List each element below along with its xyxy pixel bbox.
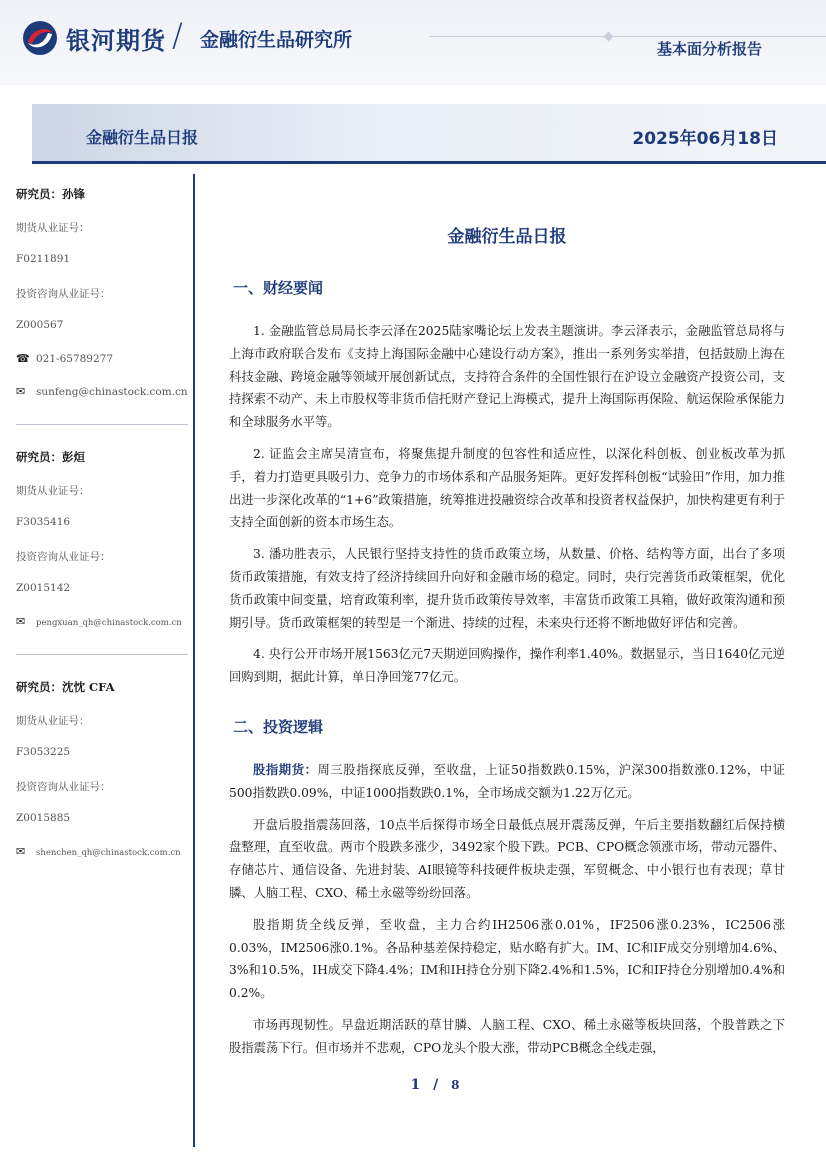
analyst-info-text: F0211891 — [16, 253, 71, 265]
analyst-info-text: 投资咨询从业证号： — [16, 288, 111, 300]
band-title: 金融衍生品日报 — [86, 128, 199, 147]
paragraph-text: 市场再现韧性。早盘近期活跃的草甘膦、人脑工程、CXO、稀土永磁等板块回落，个股普跌之下股指震荡下行。但市场并不悲观，CPO龙头个股大涨，带动PCB概念全线走强， — [229, 1017, 785, 1055]
page-current: 1 — [410, 1077, 421, 1093]
paragraph-text: 1. 金融监管总局局长李云泽在2025陆家嘴论坛上发表主题演讲。李云泽表示，金融监管总局将与上海市政府联合发布《支持上海国际金融中心建设行动方案》，推出一系列务实举措，包括鼓励上海在科技金融、跨境金融等领域开展创新试点，支持符合条件的全国性银行在沪设立金融资产投资公司，支持探索不动产、未上市股权等非货币信托财产登记上海模式，提升上海国际再保险、航运保险承保能力和全球服务水平等。 — [229, 324, 785, 430]
body-paragraph — [229, 543, 785, 634]
page-header — [0, 0, 826, 85]
analyst-info-line — [16, 549, 188, 582]
analyst-info-text: F3035416 — [16, 516, 71, 528]
analyst-info-line — [16, 615, 188, 648]
galaxy-logo-icon — [22, 20, 58, 56]
body-paragraph — [229, 914, 785, 1005]
report-date: 2025年06月18日 — [632, 129, 778, 149]
body-paragraph — [229, 814, 785, 905]
title-band-underline — [32, 161, 826, 164]
body-paragraph — [229, 643, 785, 689]
paragraph-text: 4. 央行公开市场开展1563亿元7天期逆回购操作，操作利率1.40%。数据显示，当日1640亿元逆回购到期，据此计算，单日净回笼77亿元。 — [229, 647, 785, 685]
body-paragraph — [229, 320, 785, 434]
paragraph-lead: 股指期货： — [253, 761, 318, 777]
analyst-info-text: 期货从业证号： — [16, 715, 90, 727]
analyst-info-line — [16, 845, 188, 878]
column-divider — [193, 174, 195, 1147]
analyst-card — [16, 186, 188, 425]
document-title: 金融衍生品日报 — [447, 227, 567, 247]
analyst-info-line — [16, 582, 188, 615]
page-total: 8 — [451, 1078, 460, 1092]
analyst-info-text: 期货从业证号： — [16, 222, 90, 234]
analyst-card — [16, 679, 188, 878]
report-type: 基本面分析报告 — [656, 40, 762, 58]
section-heading: 二、投资逻辑 — [233, 717, 324, 736]
analyst-info-line — [16, 319, 188, 352]
sidebar-divider — [16, 654, 188, 655]
body-paragraph — [229, 1014, 785, 1060]
paragraph-text: 2. 证监会主席吴清宣布，将聚焦提升制度的包容性和适应性，以深化科创板、创业板改革为抓手，着力打造更具吸引力、竞争力的市场体系和产品服务矩阵。更好发挥科创板“试验田”作用，加力推出进一步深化改革的“1+6”政策措施，统筹推进投融资综合改革和投资者权益保护，加快构建更有利于支持全面创新的资本市场生态。 — [229, 446, 785, 530]
analyst-info-line — [16, 385, 188, 418]
analyst-name: 研究员：沈忱 CFA — [16, 680, 115, 694]
analyst-info-line — [16, 286, 188, 319]
paragraph-text: 周三股指探底反弹，至收盘，上证50指数跌0.15%，沪深300指数涨0.12%，中证500指数跌0.09%，中证1000指数跌0.1%，全市场成交额为1.22万亿元。 — [229, 762, 785, 800]
analyst-info-line — [16, 812, 188, 845]
sidebar-divider — [16, 424, 188, 425]
analyst-info-text: 投资咨询从业证号： — [16, 781, 111, 793]
section-heading: 一、财经要闻 — [233, 279, 324, 297]
analyst-info-line — [16, 746, 188, 779]
analyst-sidebar — [16, 186, 188, 878]
analyst-info-line — [16, 483, 188, 516]
analyst-email[interactable]: sunfeng@chinastock.com.cn — [36, 386, 188, 398]
report-body — [229, 222, 785, 1069]
paragraph-text: 开盘后股指震荡回落，10点半后探得市场全日最低点展开震荡反弹，午后主要指数翻红后保持横盘整理，直至收盘。两市个股跌多涨少，3492家个股下跌。PCB、CPO概念领涨市场，带动元器件、存储芯片、通信设备、先进封装、AI眼镜等科技硬件板块走强，军贸概念、中小银行也有表现；草甘膦、人脑工程、CXO、稀土永磁等纷纷回落。 — [229, 817, 785, 900]
analyst-email[interactable]: pengxuan_qh@chinastock.com.cn — [36, 618, 182, 628]
paragraph-text: 3. 潘功胜表示，人民银行坚持支持性的货币政策立场，从数量、价格、结构等方面，出台了多项货币政策措施，有效支持了经济持续回升向好和金融市场的稳定。同时，央行完善货币政策框架，优化货币政策中间变量，培育政策利率，提升货币政策传导效率，丰富货币政策工具箱，做好政策沟通和预期引导。货币政策框架的转型是一个渐进、持续的过程，未来央行还将不断地做好评估和完善。 — [229, 547, 785, 630]
mail-icon: ✉ — [16, 615, 26, 628]
report-sections — [229, 277, 785, 1060]
header-divider: / — [172, 16, 183, 54]
page-separator: / — [433, 1077, 439, 1093]
mail-icon: ✉ — [16, 385, 26, 398]
analyst-info-text: 期货从业证号： — [16, 485, 90, 497]
paragraph-text: 股指期货全线反弹，至收盘，主力合约IH2506涨0.01%，IF2506涨0.23%，IC2506涨0.03%，IM2506涨0.1%。各品种基差保持稳定，贴水略有扩大。IM、IC和IF成交分别增加4.6%、3%和10.5%，IH成交下降4.4%；IM和IH持仓分别下降2.4%和1.5%，IC和IF持仓分别增加0.4%和0.2%。 — [229, 917, 785, 1001]
analyst-info-text: 投资咨询从业证号： — [16, 551, 111, 563]
body-paragraph — [229, 759, 785, 805]
phone-icon: ☎ — [16, 352, 30, 365]
analyst-info-text: Z0015885 — [16, 812, 71, 824]
analyst-info-line — [16, 253, 188, 286]
analyst-info-line — [16, 220, 188, 253]
brand-name: 银河期货 — [66, 27, 166, 55]
title-band — [32, 104, 826, 164]
analyst-phone: 021-65789277 — [36, 353, 114, 365]
institute-name: 金融衍生品研究所 — [200, 29, 353, 51]
analyst-info-line — [16, 779, 188, 812]
analyst-info-line — [16, 516, 188, 549]
analyst-card — [16, 449, 188, 655]
page-number — [0, 1077, 826, 1093]
analyst-info-text: Z000567 — [16, 319, 64, 331]
analyst-name: 研究员：彭烜 — [16, 450, 85, 464]
analyst-info-line — [16, 352, 188, 385]
analyst-email[interactable]: shenchen_qh@chinastock.com.cn — [36, 848, 181, 858]
analyst-info-text: F3053225 — [16, 746, 71, 758]
analyst-info-line — [16, 713, 188, 746]
mail-icon: ✉ — [16, 845, 26, 858]
analyst-info-text: Z0015142 — [16, 582, 71, 594]
body-paragraph — [229, 443, 785, 534]
section-spacer — [229, 698, 785, 716]
header-rule — [430, 36, 826, 37]
analyst-name: 研究员：孙锋 — [16, 187, 85, 201]
